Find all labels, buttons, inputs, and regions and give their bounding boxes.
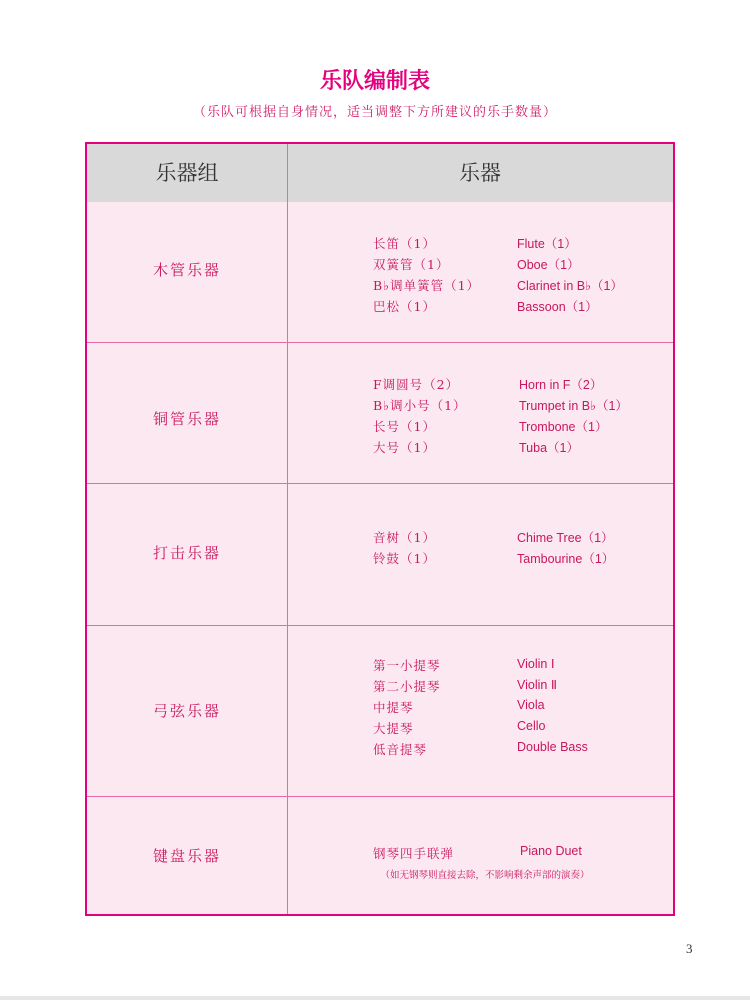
list-item: 中提琴 (373, 700, 414, 715)
group-label-woodwind: 木管乐器 (152, 261, 221, 279)
list-item: 巴松（1） (373, 299, 436, 314)
table-header (87, 144, 673, 202)
list-item: 低音提琴 (373, 742, 428, 757)
list-item: F调圆号（2） (373, 377, 460, 392)
list-item: Clarinet in B♭（1） (517, 279, 623, 293)
list-item: Double Bass (517, 740, 588, 754)
list-item: Trombone（1） (519, 420, 608, 434)
row-divider (87, 483, 673, 484)
row-divider (87, 342, 673, 343)
group-label-percussion: 打击乐器 (152, 544, 221, 562)
list-item: Tuba（1） (519, 441, 579, 455)
list-item: Piano Duet (520, 844, 582, 858)
list-item: 第一小提琴 (373, 658, 441, 673)
bottom-rule (0, 996, 750, 1000)
list-item: Trumpet in B♭（1） (519, 399, 628, 413)
column-divider (287, 144, 288, 914)
header-instrument: 乐器 (459, 161, 501, 185)
list-item: Flute（1） (517, 237, 577, 251)
group-label-strings: 弓弦乐器 (152, 702, 221, 720)
page-title: 乐队编制表 (319, 69, 430, 94)
page-subtitle: （乐队可根据自身情况，适当调整下方所建议的乐手数量） (192, 105, 557, 120)
list-item: 大提琴 (373, 721, 414, 736)
group-label-brass: 铜管乐器 (152, 410, 221, 428)
group-label-keyboard: 键盘乐器 (152, 847, 221, 865)
keyboard-note: （如无钢琴则直接去除，不影响剩余声部的演奏） (380, 870, 590, 881)
list-item: Bassoon（1） (517, 300, 598, 314)
list-item: B♭调单簧管（1） (373, 278, 481, 293)
row-divider (87, 625, 673, 626)
list-item: Cello (517, 719, 546, 733)
list-item: 第二小提琴 (373, 679, 441, 694)
list-item: Viola (517, 698, 545, 712)
list-item: Violin Ⅱ (517, 678, 557, 692)
list-item: Violin Ⅰ (517, 657, 555, 671)
list-item: Tambourine（1） (517, 552, 615, 566)
list-item: 长号（1） (373, 419, 436, 434)
list-item: 铃鼓（1） (373, 551, 436, 566)
list-item: B♭调小号（1） (373, 398, 467, 413)
header-instrument-group: 乐器组 (155, 161, 219, 185)
orchestration-table (85, 142, 675, 916)
list-item: 双簧管（1） (373, 257, 450, 272)
page-number: 3 (686, 941, 693, 956)
list-item: Oboe（1） (517, 258, 580, 272)
list-item: Horn in F（2） (519, 378, 603, 392)
list-item: Chime Tree（1） (517, 531, 614, 545)
list-item: 钢琴四手联弹 (373, 846, 455, 861)
row-divider (87, 796, 673, 797)
list-item: 大号（1） (373, 440, 436, 455)
list-item: 音树（1） (373, 530, 436, 545)
list-item: 长笛（1） (373, 236, 436, 251)
